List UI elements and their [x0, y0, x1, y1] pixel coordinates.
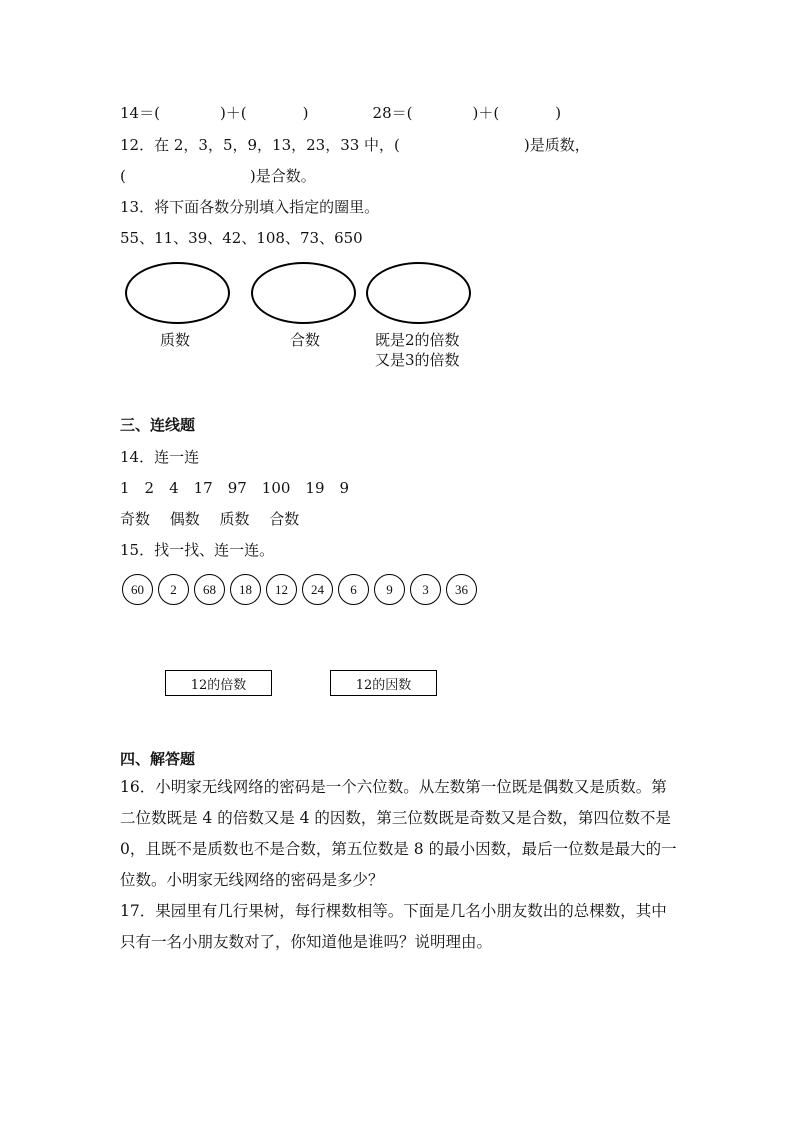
q14-categories: 奇数 偶数 质数 合数 — [120, 510, 300, 528]
number-circle: 24 — [302, 574, 333, 605]
q12-prefix: 12．在 2，3，5，9，13，23，33 中，( — [120, 136, 400, 154]
eq1-part-c: ) — [302, 104, 309, 122]
eq1-part-b: )＋( — [219, 104, 247, 122]
eq2-part-a: 28＝( — [372, 104, 413, 122]
eq2-part-b: )＋( — [472, 104, 500, 122]
section-4-title: 四、解答题 — [120, 750, 196, 768]
number-circle: 9 — [374, 574, 405, 605]
number-circle: 36 — [446, 574, 477, 605]
q13-prompt: 13．将下面各数分别填入指定的圈里。 — [120, 198, 380, 216]
q14-numbers: 1 2 4 17 97 100 19 9 — [120, 479, 350, 497]
q12-line-1 — [120, 134, 590, 155]
q12-line-2 — [120, 165, 316, 186]
number-circle: 3 — [410, 574, 441, 605]
number-circle: 60 — [122, 574, 153, 605]
q16-text: 16．小明家无线网络的密码是一个六位数。从左数第一位既是偶数又是质数。第二位数既是 4 的倍数又是 4 的因数，第三位数既是奇数又是合数，第四位数不是 0，且既不是质数也不是合数，第五位数是 8 的最小因数，最后一位数是最大的一位数。小明家无线网络的密码是多少？ — [120, 778, 677, 889]
q13-numbers: 55、11、39、42、108、73、650 — [120, 229, 363, 247]
q12-line2-prefix: ( — [120, 167, 126, 185]
oval-multiple-2-and-3 — [366, 262, 471, 324]
q12-suffix: )是质数， — [523, 136, 590, 154]
q14-prompt: 14．连一连 — [120, 448, 200, 466]
number-circle: 2 — [158, 574, 189, 605]
number-circle: 6 — [338, 574, 369, 605]
q11-equation-line — [120, 102, 561, 123]
number-circle: 12 — [266, 574, 297, 605]
box-factors-of-12: 12的因数 — [330, 670, 437, 696]
number-circle: 68 — [194, 574, 225, 605]
label-prime: 质数 — [160, 331, 191, 349]
q12-line2-suffix: )是合数。 — [249, 167, 316, 185]
q17-text: 17．果园里有几行果树，每行棵数相等。下面是几名小朋友数出的总棵数，其中只有一名小朋友数对了，你知道他是谁吗？说明理由。 — [120, 902, 667, 951]
number-circle: 18 — [230, 574, 261, 605]
label-composite: 合数 — [290, 331, 321, 349]
eq2-part-c: ) — [555, 104, 562, 122]
oval-composite — [251, 262, 356, 324]
oval-prime — [125, 262, 230, 324]
label-multiple-3: 又是3的倍数 — [375, 351, 460, 369]
section-3-title: 三、连线题 — [120, 416, 196, 434]
box-multiples-of-12: 12的倍数 — [165, 670, 272, 696]
label-multiple-2: 既是2的倍数 — [375, 331, 460, 349]
q15-prompt: 15．找一找、连一连。 — [120, 541, 275, 559]
eq1-part-a: 14＝( — [120, 104, 160, 122]
